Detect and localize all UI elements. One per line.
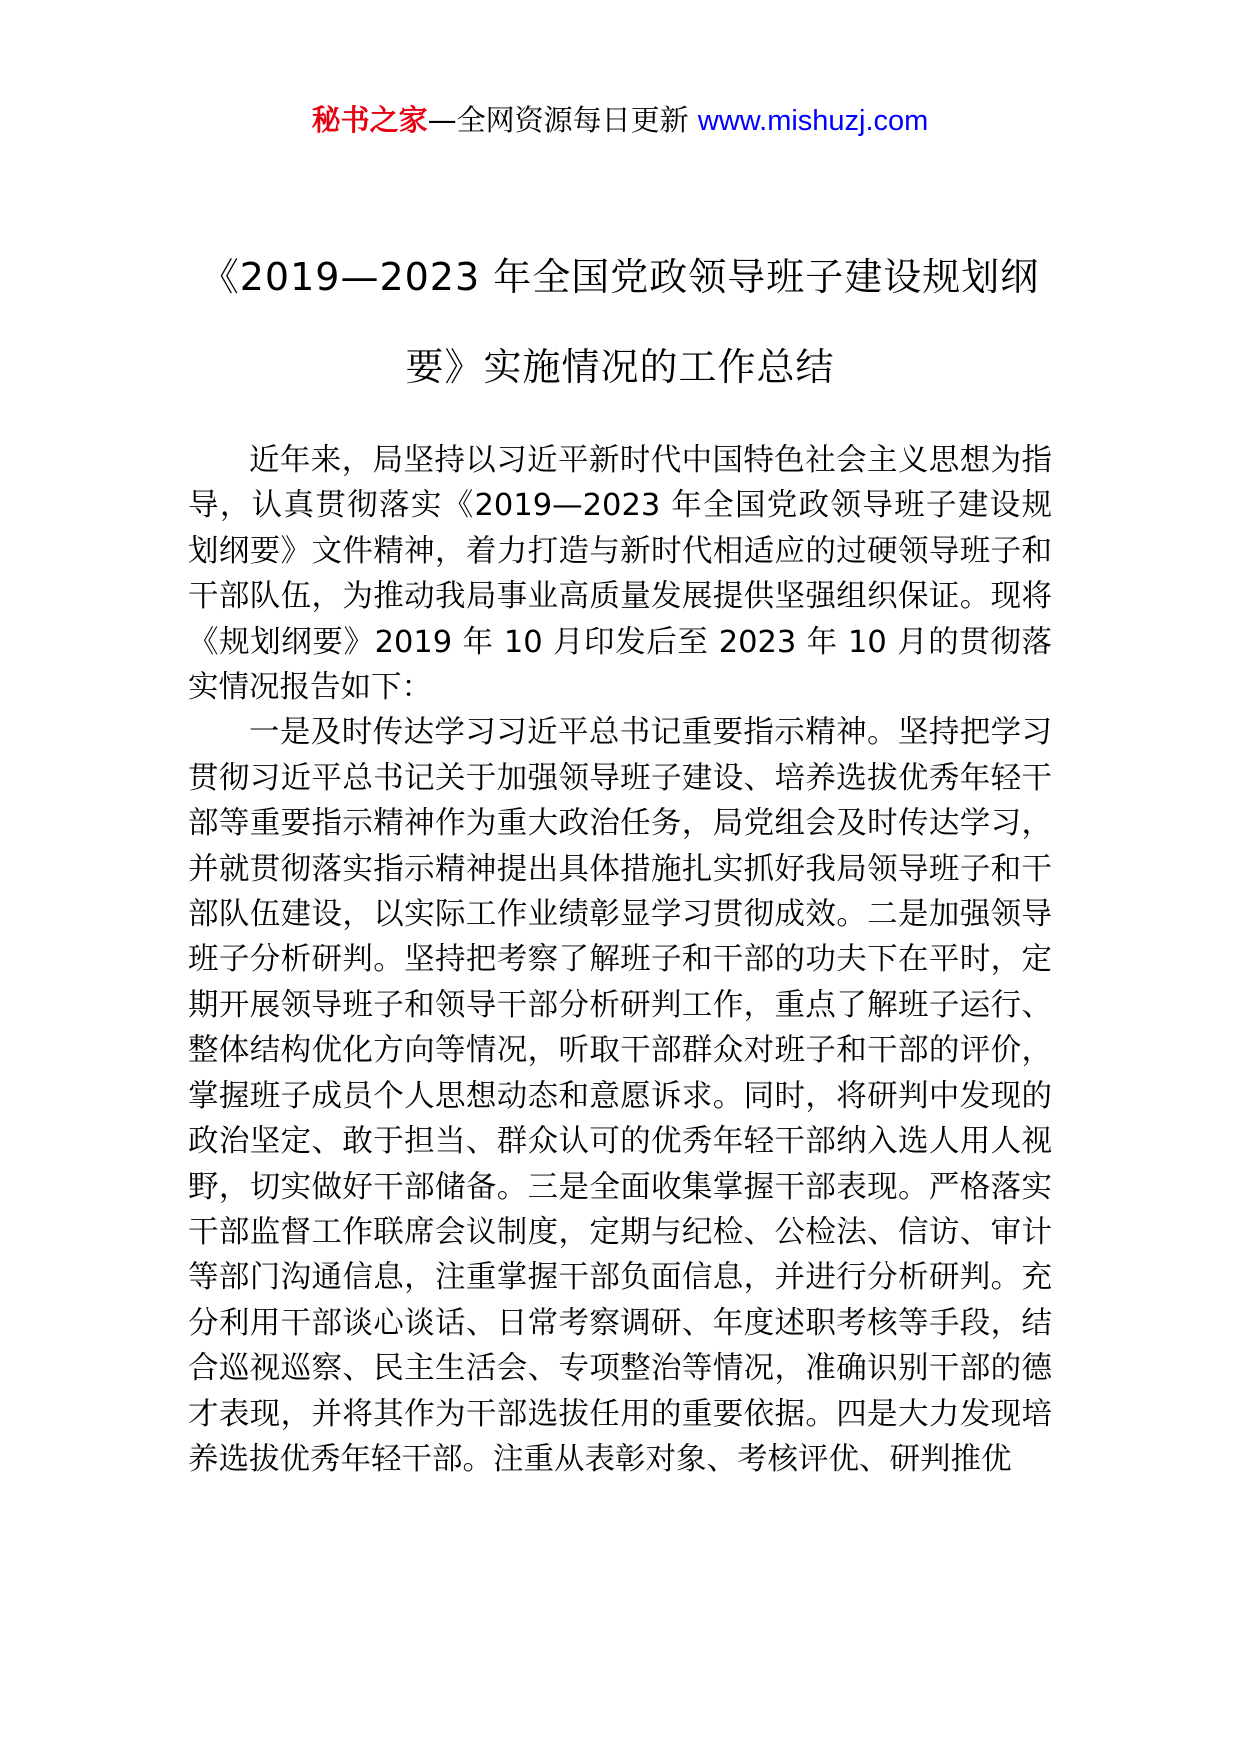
body-paragraph-measures: 一是及时传达学习习近平总书记重要指示精神。坚持把学习贯彻习近平总书记关于加强领导班子建设、培养选拔优秀年轻干部等重要指示精神作为重大政治任务，局党组会及时传达学习，并就贯彻落实指示精神提出具体措施扎实抓好我局领导班子和干部队伍建设，以实际工作业绩彰显学习贯彻成效。二是加强领导班子分析研判。坚持把考察了解班子和干部的功夫下在平时，定期开展领导班子和领导干部分析研判工作，重点了解班子运行、整体结构优化方向等情况，听取干部群众对班子和干部的评价，掌握班子成员个人思想动态和意愿诉求。同时，将研判中发现的政治坚定、敢于担当、群众认可的优秀年轻干部纳入选人用人视野，切实做好干部储备。三是全面收集掌握干部表现。严格落实干部监督工作联席会议制度，定期与纪检、公检法、信访、审计等部门沟通信息，注重掌握干部负面信息，并进行分析研判。充分利用干部谈心谈话、日常考察调研、年度述职考核等手段，结合巡视巡察、民主生活会、专项整治等情况，准确识别干部的德才表现，并将其作为干部选拔任用的重要依据。四是大力发现培养选拔优秀年轻干部。注重从表彰对象、考核评优、研判推优 [188,715,1052,1477]
document-body [188,438,1052,1482]
page-header [0,100,1240,141]
document-title [170,232,1070,412]
title-line-1: 《2019—2023 年全国党政领导班子建设规划纲 [200,255,1040,299]
title-line-2: 要》实施情况的工作总结 [405,345,835,389]
body-paragraph-intro: 近年来，局坚持以习近平新时代中国特色社会主义思想为指导，认真贯彻落实《2019—2023 年全国党政领导班子建设规划纲要》文件精神，着力打造与新时代相适应的过硬领导班子和干部队伍，为推动我局事业高质量发展提供坚强组织保证。现将《规划纲要》2019 年 10 月印发后至 2023 年 10 月的贯彻落实情况报告如下： [188,443,1052,706]
header-slogan: —全网资源每日更新 [427,103,689,137]
brand-name: 秘书之家 [311,103,428,137]
website-link[interactable]: www.mishuzj.com [697,105,929,137]
